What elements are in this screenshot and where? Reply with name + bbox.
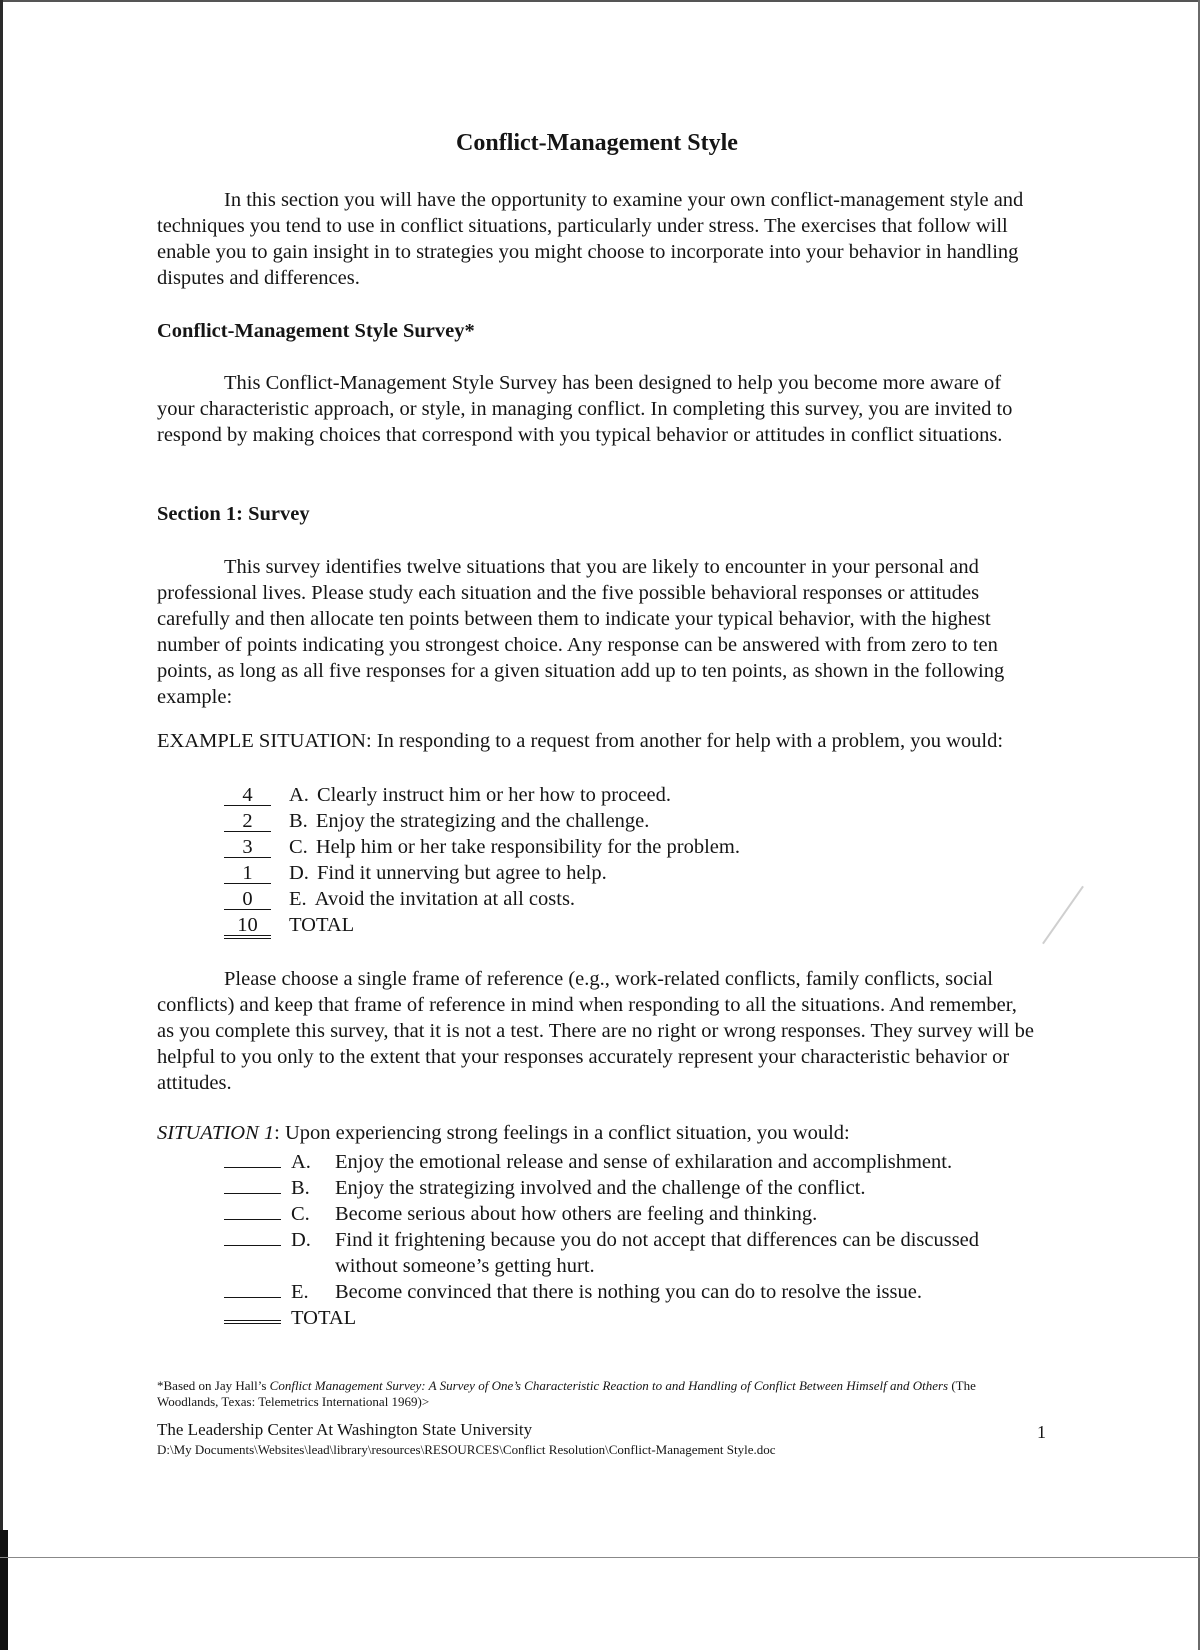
option-letter: B. <box>289 810 308 832</box>
situation-total-row <box>224 1305 1035 1331</box>
points-blank[interactable]: 4 <box>224 785 271 806</box>
points-blank[interactable] <box>224 1297 281 1298</box>
situation-option <box>224 1149 1035 1175</box>
option-letter: C. <box>291 1203 310 1225</box>
example-option <box>224 886 740 912</box>
example-option <box>224 860 740 886</box>
option-text: Enjoy the emotional release and sense of exhilaration and accomplishment. <box>335 1151 953 1173</box>
example-option <box>224 782 740 808</box>
option-text: Become convinced that there is nothing you can do to resolve the issue. <box>335 1281 922 1303</box>
option-letter: E. <box>291 1281 309 1303</box>
total-label: TOTAL <box>291 1307 357 1329</box>
scan-line-bottom <box>0 1557 1200 1558</box>
option-text: Find it unnerving but agree to help. <box>316 862 607 884</box>
footnote <box>157 1378 1037 1410</box>
points-blank[interactable] <box>224 1167 281 1168</box>
total-label: TOTAL <box>289 914 355 936</box>
section-heading: Section 1: Survey <box>157 503 310 525</box>
intro-paragraph: In this section you will have the opportunity to examine your own conflict-management style and techniques you tend to use in conflict situations, particularly under stress. The exercises that follow will enable you to gain insight in to strategies you might choose to incorporate into your behavior in handling disputes and differences. <box>157 189 1024 289</box>
option-letter: C. <box>289 836 308 858</box>
option-letter: A. <box>291 1151 311 1173</box>
option-text: Become serious about how others are feeling and thinking. <box>335 1203 818 1225</box>
total-blank[interactable]: 10 <box>224 915 271 939</box>
points-blank[interactable]: 0 <box>224 889 271 910</box>
footnote-title: Conflict Management Survey: A Survey of One’s Characteristic Reaction to and Handling of Conflict Between Himself and Others <box>269 1378 949 1393</box>
example-option <box>224 834 740 860</box>
example-intro: EXAMPLE SITUATION: In responding to a request from another for help with a problem, you would: <box>157 730 1004 752</box>
points-blank[interactable]: 3 <box>224 837 271 858</box>
footnote-suffix: (The Woodlands, Texas: Telemetrics International 1969)> <box>157 1378 976 1409</box>
option-text: Find it frightening because you do not accept that differences can be discussed without someone’s getting hurt. <box>335 1229 980 1277</box>
situation-prompt: : Upon experiencing strong feelings in a conflict situation, you would: <box>274 1122 850 1144</box>
option-text: Enjoy the strategizing and the challenge. <box>315 810 650 832</box>
page-number: 1 <box>1037 1422 1046 1442</box>
option-letter: D. <box>289 862 309 884</box>
page-title: Conflict-Management Style <box>456 130 738 156</box>
situation-1-options <box>224 1149 1035 1331</box>
option-letter: B. <box>291 1177 310 1199</box>
footnote-prefix: *Based on Jay Hall’s <box>157 1378 270 1393</box>
option-text: Avoid the invitation at all costs. <box>314 888 576 910</box>
scan-smudge <box>1042 886 1084 944</box>
option-letter: E. <box>289 888 307 910</box>
total-blank[interactable] <box>224 1320 281 1324</box>
points-blank[interactable]: 2 <box>224 811 271 832</box>
situation-option <box>224 1201 1035 1227</box>
section-paragraph: This survey identifies twelve situations that you are likely to encounter in your personal and professional lives. Please study each situation and the five possible behavioral responses or attitudes carefully and then allocate ten points between them to indicate your typical behavior, with the highest number of points indicating you strongest choice. Any response can be answered with from zero to ten points, as long as all five responses for a given situation add up to ten points, as shown in the following example: <box>157 556 1005 708</box>
example-total-row <box>224 912 740 938</box>
option-text: Enjoy the strategizing involved and the challenge of the conflict. <box>335 1177 866 1199</box>
option-letter: D. <box>291 1229 311 1251</box>
scan-edge-left-bottom <box>0 1530 8 1650</box>
situation-1-prompt <box>157 1122 850 1145</box>
frame-paragraph: Please choose a single frame of reference (e.g., work-related conflicts, family conflicts, social conflicts) and keep that frame of reference in mind when responding to all the situations. And remember, as you complete this survey, that it is not a test. There are no right or wrong responses. They survey will be helpful to you only to the extent that your responses accurately represent your characteristic behavior or attitudes. <box>157 968 1034 1094</box>
points-blank[interactable] <box>224 1245 281 1246</box>
option-text: Help him or her take responsibility for the problem. <box>315 836 740 858</box>
situation-option <box>224 1227 1035 1279</box>
scan-edge-top <box>0 0 1200 2</box>
footer-organization: The Leadership Center At Washington State University <box>157 1420 533 1439</box>
example-options <box>224 782 740 938</box>
survey-heading: Conflict-Management Style Survey* <box>157 320 475 342</box>
example-option <box>224 808 740 834</box>
points-blank[interactable]: 1 <box>224 863 271 884</box>
scan-edge-left <box>0 0 3 1650</box>
situation-label: SITUATION 1 <box>157 1122 275 1144</box>
survey-paragraph: This Conflict-Management Style Survey has been designed to help you become more aware of your characteristic approach, or style, in managing conflict. In completing this survey, you are invited to respond by making choices that correspond with you typical behavior or attitudes in conflict situations. <box>157 372 1013 446</box>
situation-option <box>224 1175 1035 1201</box>
option-text: Clearly instruct him or her how to proceed. <box>316 784 672 806</box>
situation-option <box>224 1279 1035 1305</box>
points-blank[interactable] <box>224 1193 281 1194</box>
footer-file-path: D:\My Documents\Websites\lead\library\resources\RESOURCES\Conflict Resolution\Conflict-Management Style.doc <box>157 1442 776 1457</box>
option-letter: A. <box>289 784 309 806</box>
points-blank[interactable] <box>224 1219 281 1220</box>
